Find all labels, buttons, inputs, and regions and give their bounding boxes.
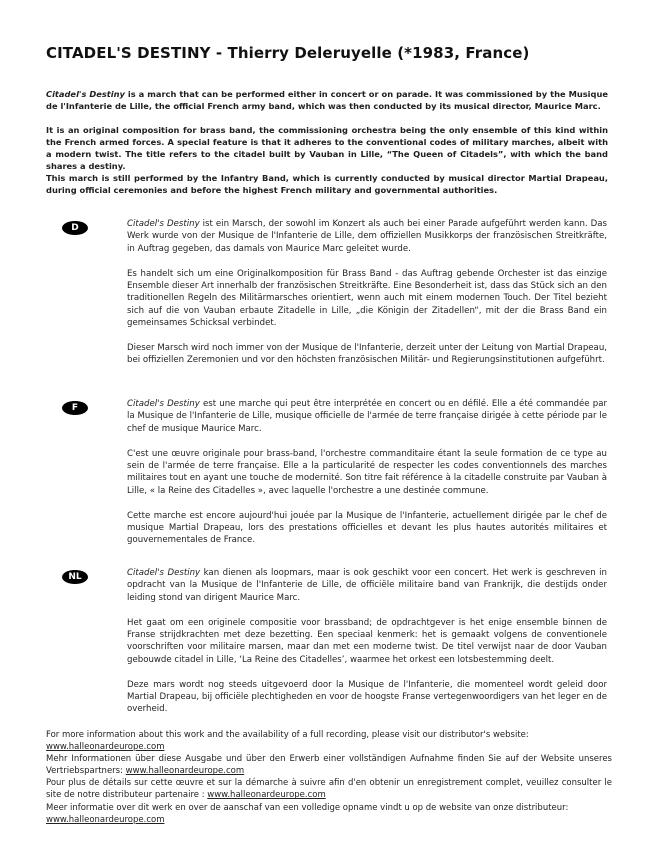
english-paragraph-1: Citadel's Destiny is a march that can be performed either in concert or on parade. It was commissioned by the Musique de l'Infanterie de Lille, the official French army band, which was then conducted by its musical director, Maurice Marc. [46,89,608,111]
english-paragraph-3-wrap [46,172,608,196]
german-text [127,218,607,367]
distributor-link-de[interactable]: www.halleonardeurope.com [125,766,245,777]
dutch-paragraph-2: Het gaat om een originele compositie voor brassband; de opdrachtgever is het enige ensemble binnen de Franse strijdkrachten met deze bezetting. Een speciaal kenmerk: het is gemaakt volgens de conventionele voorschriften voor militaire marsen, maar dan met een moderne twist. De titel verwijst naar de door Vauban gebouwde citadel in Lille, ‘La Reine des Citadelles’, waarmee het orkest een lotsbestemming deelt. [127,617,607,665]
french-text [127,398,607,547]
french-paragraph-3: Cette marche est encore aujourd'hui jouée par la Musique de l'Infanterie, actuellement dirigée par le chef de musique Martial Drapeau, lors des prestations officielles et devant les plus hautes autorités militaires et gouvernementales de France. [127,510,607,546]
dutch-paragraph-3: Deze mars wordt nog steeds uitgevoerd door la Musique de l'Infanterie, die momenteel wordt geleid door Martial Drapeau, bij officiële plechtigheden en voor de hoogste Franse vertegenwoordigers van het leger en de overheid. [127,679,607,715]
german-paragraph-2: Es handelt sich um eine Originalkomposition für Brass Band - das Auftrag gebende Orchester ist das einzige Ensemble dieser Art innerhalb der französischen Streitkräfte. Eine Besonderheit ist, dass das Stück sich an den traditionellen Regeln des Militärmarsches orientiert, wenn auch mit einem modernen Touch. Der Titel bezieht sich auf die von Vauban erbaute Zitadelle in Lille, „die Königin der Zitadellen“, mit der die Brass Band ein gemeinsames Schicksal verbindet. [127,268,607,329]
dutch-paragraph-1: Citadel's Destiny kan dienen als loopmars, maar is ook geschikt voor een concert. Het werk is geschreven in opdracht van la Musique de l'Infanterie de Lille, de officiële militaire band van Frankrijk, die destijds onder leiding stond van dirigent Maurice Marc. [127,568,607,603]
distributor-link-en[interactable]: www.halleonardeurope.com [46,742,165,753]
distributor-info [46,729,612,826]
english-paragraph-2: It is an original composition for brass band, the commissioning orchestra being the only ensemble of this kind within the French armed forces. A special feature is that it adheres to the conventional codes of military marches, albeit with a modern twist. The title refers to the citadel built by Vauban in Lille, “The Queen of Citadels”, with which the band shares a destiny. [46,125,608,171]
language-badge-fr: F [62,401,88,415]
work-title-italic: Citadel's Destiny [46,89,125,99]
english-intro [46,88,608,112]
page-title: CITADEL'S DESTINY - Thierry Deleruyelle (*1983, France) [46,44,530,62]
dutch-text [127,567,607,716]
distributor-link-nl[interactable]: www.halleonardeurope.com [46,814,165,825]
language-badge-de: D [62,221,88,235]
french-paragraph-1: Citadel's Destiny est une marche qui peut être interprétée en concert ou en défilé. Elle a été commandée par la Musique de l'Infanterie de Lille, musique officielle de l'armée de terre française dirigée à cette période par le chef de musique Maurice Marc. [127,399,607,434]
language-badge-nl: NL [62,570,88,584]
footer-de: Mehr Informationen über diese Ausgabe und über den Erwerb einer vollständigen Aufnahme finden Sie auf der Website unseres Vertriebspartners: www.halleonardeurope.com [46,754,612,777]
english-paragraph-2-wrap [46,124,608,172]
footer-fr: Pour plus de détails sur cette œuvre et sur la démarche à suivre afin d'en obtenir un enregistrement complet, veuillez consulter le site de notre distributeur partenaire : www.halleonardeurope.com [46,778,612,801]
french-paragraph-2: C'est une œuvre originale pour brass-band, l'orchestre commanditaire étant la seule formation de ce type au sein de l'armée de terre française. Elle a la particularité de respecter les codes conventionnels des marches militaires tout en ayant une touche de modernité. Son titre fait référence à la citadelle construite par Vauban à Lille, « la Reine des Citadelles », avec laquelle l'orchestre a une destinée commune. [127,448,607,496]
german-paragraph-3: Dieser Marsch wird noch immer von der Musique de l'Infanterie, derzeit unter der Leitung von Martial Drapeau, bei offiziellen Zeremonien und vor den höchsten französischen Militär- und Regierungsinstitutionen aufgeführt. [127,343,607,366]
footer-en-text: For more information about this work and the availability of a full recording, please visit our distributor's website: [46,730,529,740]
german-paragraph-1: Citadel's Destiny ist ein Marsch, der sowohl im Konzert als auch bei einer Parade aufgeführt werden kann. Das Werk wurde von der Musique de l'Infanterie de Lille, dem offiziellen Musikkorps der französischen Streitkräfte, in Auftrag gegeben, das damals von Maurice Marc geleitet wurde. [127,219,607,254]
distributor-link-fr[interactable]: www.halleonardeurope.com [207,790,326,801]
english-paragraph-3: This march is still performed by the Infantry Band, which is currently conducted by musical director Martial Drapeau, during official ceremonies and before the highest French military and governmental authorities. [46,173,608,195]
footer-nl-text: Meer informatie over dit werk en over de aanschaf van een volledige opname vindt u op de website van onze distributeur: [46,802,569,813]
